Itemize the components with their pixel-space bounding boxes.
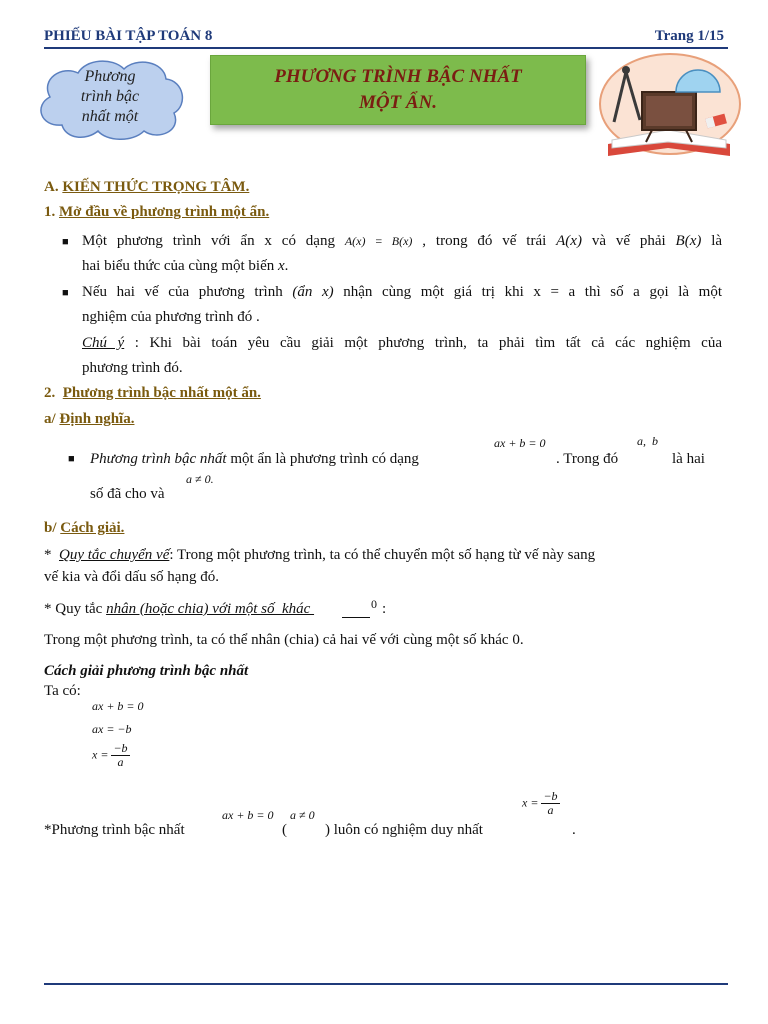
bullet-1-line-1	[82, 229, 722, 253]
math-expression: a, b	[637, 434, 658, 448]
math-expression: ax + b = 0	[494, 436, 546, 450]
cloud-line: nhất một	[81, 108, 139, 123]
subsection-a-heading	[44, 411, 134, 428]
math-expression: A(x)	[556, 233, 582, 249]
text: là	[711, 233, 723, 249]
section-1-heading	[44, 204, 269, 221]
math-lhs: x =	[92, 747, 109, 762]
text: : Trong một phương trình, ta có thể chuyển một số hạng từ vế này sang	[169, 547, 596, 563]
lesson-title-line: MỘT ẨN.	[358, 92, 438, 113]
rule-1-line-1	[44, 543, 724, 567]
definition-text-c: là hai	[672, 451, 705, 467]
section-a-prefix: A.	[44, 179, 63, 195]
cloud-line: Phương	[84, 68, 136, 85]
text: Một phương trình với ẩn x có dạng	[82, 233, 335, 249]
fraction-denominator: a	[117, 755, 124, 769]
fraction	[541, 790, 559, 817]
rule-2-heading	[44, 597, 314, 621]
math-tools-illustration	[596, 52, 742, 164]
section-2-title: Phương trình bậc nhất một ẩn.	[62, 385, 261, 401]
method-intro: Ta có:	[44, 683, 81, 699]
section-1-prefix: 1.	[44, 204, 59, 220]
fraction	[111, 742, 129, 769]
fraction-denominator: a	[547, 803, 554, 817]
section-a-heading	[44, 179, 249, 196]
header-rule	[44, 47, 728, 49]
text: (	[282, 822, 287, 838]
text: hai biểu thức của cùng một biến	[82, 258, 275, 274]
bullet-icon: ■	[68, 453, 75, 465]
bullet-icon: ■	[62, 287, 69, 299]
subsection-a-title: Định nghĩa.	[59, 411, 135, 427]
bullet-2-line-1	[82, 280, 722, 304]
cloud-text	[62, 67, 158, 123]
conclusion-solution	[522, 790, 560, 817]
conclusion-text-b: ) luôn có nghiệm duy nhất	[325, 822, 483, 838]
footer-rule	[44, 983, 728, 985]
method-step-3	[92, 742, 130, 769]
section-1-title: Mở đầu về phương trình một ẩn.	[59, 204, 270, 220]
rule-1-line-2: vế kia và đổi dấu số hạng đó.	[44, 569, 219, 585]
method-title: Cách giải phương trình bậc nhất	[44, 663, 249, 679]
bullet-2-line-2: nghiệm của phương trình đó .	[82, 309, 260, 325]
text: nhận cùng một giá trị khi x = a thì số a gọi là một	[343, 284, 722, 300]
lesson-title-line: PHƯƠNG TRÌNH BẬC NHẤT	[274, 66, 522, 87]
rule-2-text: Trong một phương trình, ta có thể nhân (chia) cả hai vế với cùng một số khác 0.	[44, 632, 524, 648]
header-title: PHIẾU BÀI TẬP TOÁN 8	[44, 28, 213, 44]
bullet-1-line-2	[82, 254, 288, 278]
section-a-title: KIẾN THỨC TRỌNG TÂM.	[62, 179, 250, 195]
text: : Khi bài toán yêu cầu giải một phương trình, ta phải tìm tất cả các nghiệm của	[134, 335, 722, 351]
rule-title: nhân (hoặc chia) với một số khác	[106, 601, 315, 617]
text: * Quy tắc	[44, 601, 107, 617]
note-line-1	[82, 331, 722, 355]
cloud-line: trình bậc	[80, 88, 140, 105]
text: một ẩn là phương trình có dạng	[230, 451, 419, 467]
definition-text-line-2: số đã cho và	[90, 486, 165, 502]
subsection-b-prefix: b/	[44, 520, 61, 536]
page-number: Trang 1/15	[654, 28, 724, 44]
math-expression: 0	[371, 597, 377, 611]
bullet-icon: ■	[62, 236, 69, 248]
math-expression: a ≠ 0.	[186, 472, 214, 486]
section-2-heading	[44, 385, 261, 402]
subsection-a-prefix: a/	[44, 411, 60, 427]
math-lhs: x =	[522, 795, 539, 810]
text: , trong đó vế trái	[422, 233, 547, 249]
note-label: Chú ý	[82, 335, 125, 351]
topic-cloud	[32, 55, 188, 141]
text: Phương trình bậc nhất	[90, 451, 227, 467]
text: *	[44, 547, 56, 563]
math-expression: a ≠ 0	[290, 808, 315, 822]
text: .	[284, 258, 289, 274]
subsection-b-title: Cách giải.	[60, 520, 125, 536]
text: :	[382, 601, 387, 617]
fraction-numerator: −b	[113, 741, 128, 755]
conclusion-text-a: *Phương trình bậc nhất	[44, 822, 185, 838]
method-step-1: ax + b = 0	[92, 699, 144, 713]
section-2-prefix: 2.	[44, 385, 63, 401]
fraction-numerator: −b	[543, 789, 558, 803]
method-step-2: ax = −b	[92, 722, 132, 736]
lesson-title-box	[210, 55, 586, 125]
note-line-2: phương trình đó.	[82, 360, 183, 376]
subsection-b-heading	[44, 520, 124, 537]
math-expression: ax + b = 0	[222, 808, 274, 822]
math-expression: B(x)	[675, 233, 702, 249]
math-expression: A(x) = B(x)	[344, 234, 413, 248]
text: (ẩn x)	[292, 284, 334, 300]
text: Nếu hai vế của phương trình	[82, 284, 283, 300]
underline-rule	[342, 617, 370, 618]
math-variable: x	[278, 258, 285, 274]
definition-text-a	[90, 447, 419, 471]
text: và vế phải	[591, 233, 666, 249]
text: .	[572, 822, 576, 838]
definition-text-b: . Trong đó	[556, 451, 619, 467]
rule-title: Quy tắc chuyển vế	[59, 547, 170, 563]
